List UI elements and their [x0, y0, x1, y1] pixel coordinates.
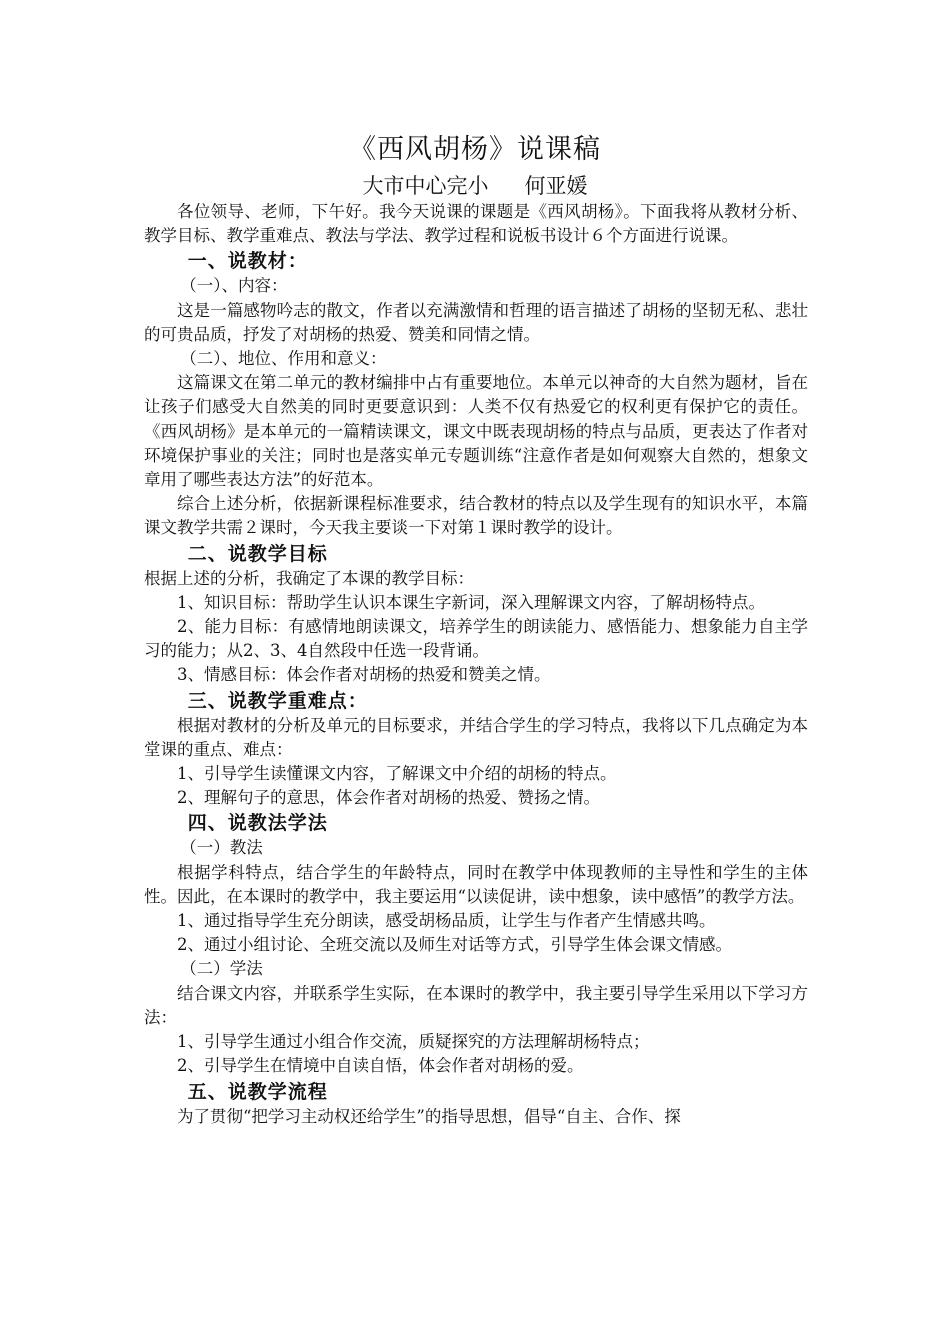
- author-line: [0, 172, 950, 200]
- subheading-position: （二）、地位、作用和意义：: [180, 349, 387, 369]
- key-point-item: 2、理解句子的意思，体会作者对胡杨的热爱、赞扬之情。: [177, 788, 600, 808]
- goal-item: 2、能力目标：有感情地朗读课文，培养学生的朗读能力、感悟能力、想象能力自主学习的能力；从2、3、4自然段中任选一段背诵。: [144, 617, 808, 661]
- method-item: 1、通过指导学生充分朗读，感受胡杨品质，让学生与作者产生情感共鸣。: [177, 911, 716, 931]
- paragraph: 根据上述的分析，我确定了本课的教学目标：: [144, 568, 474, 588]
- goal-item: 3、情感目标：体会作者对胡杨的热爱和赞美之情。: [177, 665, 551, 685]
- paragraph: 根据学科特点，结合学生的年龄特点，同时在教学中体现教师的主导性和学生的主体性。因此，在本课时的教学中，我主要运用“以读促讲，读中想象，读中感悟”的教学方法。: [144, 862, 808, 906]
- learning-item: 1、引导学生通过小组合作交流，质疑探究的方法理解胡杨特点；: [177, 1032, 650, 1052]
- document-body: [144, 200, 808, 1129]
- paragraph: 综合上述分析，依据新课程标准要求，结合教材的特点以及学生现有的知识水平，本篇课文教学共需２课时，今天我主要谈一下对第１课时教学的设计。: [144, 494, 808, 538]
- subheading-teaching: （一）教法: [180, 838, 263, 858]
- author-name: 何亚媛: [524, 174, 588, 198]
- paragraph: 这是一篇感物吟志的散文，作者以充满激情和哲理的语言描述了胡杨的坚韧无私、悲壮的可贵品质，抒发了对胡杨的热爱、赞美和同情之情。: [144, 300, 808, 344]
- paragraph: 根据对教材的分析及单元的目标要求，并结合学生的学习特点，我将以下几点确定为本堂课的重点、难点：: [144, 715, 808, 759]
- section-heading-4: 四、说教法学法: [187, 812, 328, 835]
- section-heading-5: 五、说教学流程: [187, 1080, 328, 1103]
- subheading-learning: （二）学法: [180, 959, 263, 979]
- key-point-item: 1、引导学生读懂课文内容，了解课文中介绍的胡杨的特点。: [177, 764, 617, 784]
- section-heading-3: 三、说教学重难点：: [187, 689, 368, 712]
- document-title: 《西风胡杨》说课稿: [349, 134, 601, 165]
- subheading-content: （一）、内容：: [180, 276, 288, 296]
- method-item: 2、通过小组讨论、全班交流以及师生对话等方式，引导学生体会课文情感。: [177, 935, 732, 955]
- paragraph: 结合课文内容，并联系学生实际，在本课时的教学中，我主要引导学生采用以下学习方法：: [144, 983, 808, 1027]
- paragraph: 为了贯彻“把学习主动权还给学生”的指导思想，倡导“自主、合作、探: [177, 1106, 681, 1126]
- school-name: 大市中心完小: [362, 174, 489, 198]
- goal-item: 1、知识目标：帮助学生认识本课生字新词，深入理解课文内容，了解胡杨特点。: [177, 592, 765, 612]
- intro-paragraph: 各位领导、老师，下午好。我今天说课的课题是《西风胡杨》。下面我将从教材分析、教学目标、教学重难点、教法与学法、教学过程和说板书设计６个方面进行说课。: [144, 202, 808, 246]
- paragraph: 这篇课文在第二单元的教材编排中占有重要地位。本单元以神奇的大自然为题材，旨在让孩子们感受大自然美的同时更要意识到：人类不仅有热爱它的权利更有保护它的责任。《西风胡杨》是本单元的一篇精读课文，课文中既表现胡杨的特点与品质，更表达了作者对环境保护事业的关注；同时也是落实单元专题训练“注意作者是如何观察大自然的，想象文章用了哪些表达方法”的好范本。: [144, 373, 808, 490]
- section-heading-2: 二、说教学目标: [187, 542, 328, 565]
- learning-item: 2、引导学生在情境中自读自悟，体会作者对胡杨的爱。: [177, 1056, 584, 1076]
- section-heading-1: 一、说教材：: [187, 250, 308, 273]
